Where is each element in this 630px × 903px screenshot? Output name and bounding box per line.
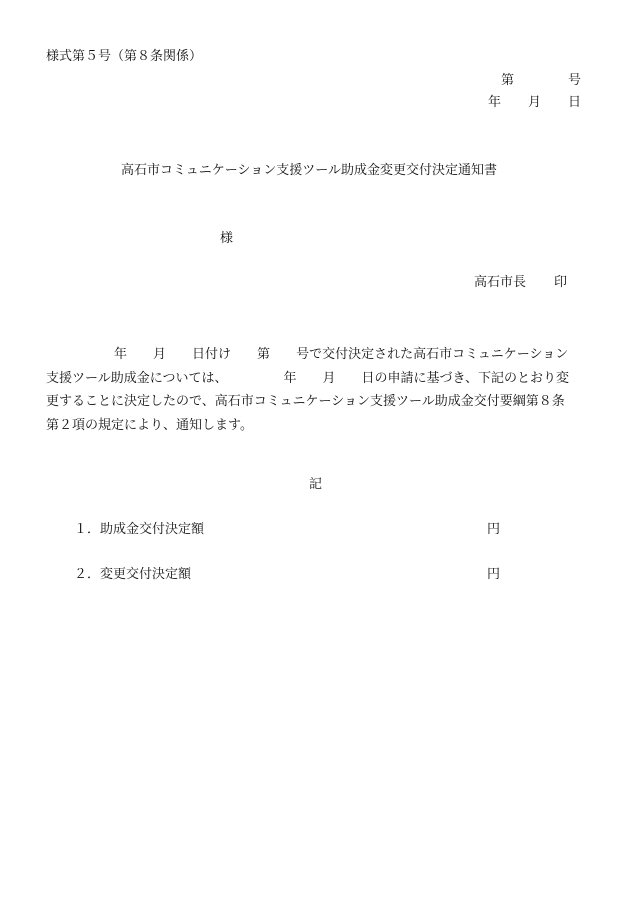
form-label: 様式第５号（第８条関係） [46,49,203,64]
item-changed-amount-unit: 円 [487,567,501,582]
date-year: 年 [488,95,502,110]
doc-number-prefix: 第 [501,73,515,88]
notice-line-3: 更することに決定したので、高石市コミュニケーション支援ツール助成金交付要綱第８条 [46,394,565,409]
notice-line-4: 第２項の規定により、通知します。 [46,417,253,433]
body-year: 年 [114,347,128,362]
issuer-seal: 印 [554,275,568,290]
item-grant-amount-label: １．助成金交付決定額 [74,522,205,537]
body-line2-start: 支援ツール助成金については、 [46,370,228,386]
notice-body [46,343,586,437]
body-app-year: 年 [283,370,297,386]
issuer-name: 高石市長 [474,275,527,290]
item-grant-amount-unit: 円 [487,522,501,537]
notice-line-2 [46,367,586,391]
body-date-suffix: 日付け [192,347,232,362]
item-changed-amount-label: ２．変更交付決定額 [74,567,192,582]
doc-number-suffix: 号 [568,73,582,88]
date-day: 日 [568,95,582,110]
body-number-prefix: 第 [257,347,271,362]
body-app-month: 月 [322,370,336,386]
page-title: 高石市コミュニケーション支援ツール助成金変更交付決定通知書 [121,163,497,178]
body-line1-rest: 号で交付決定された高石市コミュニケーション [296,347,569,362]
recipient-suffix: 様 [220,231,234,246]
body-line2-rest: 日の申請に基づき、下記のとおり変 [361,370,569,386]
body-month: 月 [153,347,167,362]
notice-line-1 [46,343,586,367]
date-month: 月 [528,95,542,110]
ki-heading: 記 [309,477,323,492]
